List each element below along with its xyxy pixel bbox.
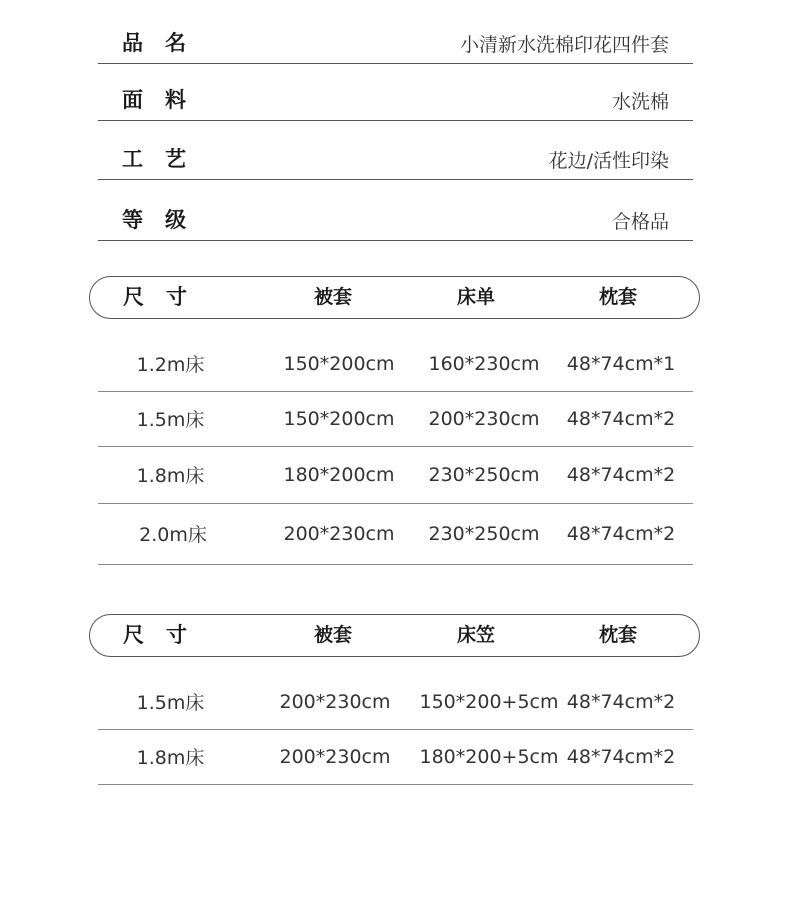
header-pillowcase: 枕套 (599, 624, 638, 646)
pillowcase-cell: 48*74cm*2 (566, 463, 676, 486)
fitted-sheet-cell: 150*200+5cm (419, 690, 559, 713)
duvet-cover-cell: 200*230cm (283, 522, 395, 545)
spec-label: 面料 (122, 88, 208, 112)
size-cell: 1.8m床 (136, 747, 205, 769)
spec-row-grade (98, 179, 693, 241)
pillowcase-cell: 48*74cm*2 (566, 522, 676, 545)
header-size: 尺寸 (123, 285, 209, 309)
table-header (89, 614, 700, 657)
table-row (98, 503, 693, 565)
pillowcase-cell: 48*74cm*1 (566, 352, 676, 375)
fitted-sheet-cell: 180*200+5cm (419, 745, 559, 768)
size-cell: 1.5m床 (136, 692, 205, 714)
duvet-cover-cell: 150*200cm (283, 407, 395, 430)
header-size: 尺寸 (123, 623, 209, 647)
pillowcase-cell: 48*74cm*2 (566, 407, 676, 430)
table-row (98, 729, 693, 785)
table-row (98, 674, 693, 730)
duvet-cover-cell: 200*230cm (279, 690, 391, 713)
pillowcase-cell: 48*74cm*2 (566, 690, 676, 713)
header-duvet-cover: 被套 (314, 286, 353, 308)
duvet-cover-cell: 180*200cm (283, 463, 395, 486)
header-fitted-sheet: 床笠 (457, 624, 496, 646)
spec-value: 花边/活性印染 (548, 150, 669, 172)
duvet-cover-cell: 150*200cm (283, 352, 395, 375)
spec-label: 品名 (122, 31, 208, 55)
spec-value: 水洗棉 (611, 91, 669, 113)
table-row (98, 446, 693, 504)
size-cell: 1.2m床 (136, 354, 205, 376)
table-row (98, 391, 693, 447)
header-sheet: 床单 (457, 286, 496, 308)
sheet-cell: 160*230cm (428, 352, 540, 375)
spec-label: 工艺 (122, 147, 208, 171)
sheet-cell: 200*230cm (428, 407, 540, 430)
spec-row-fabric (98, 63, 693, 121)
spec-row-craft (98, 120, 693, 180)
size-cell: 1.5m床 (136, 409, 205, 431)
size-cell: 1.8m床 (136, 465, 205, 487)
table-row (98, 336, 693, 392)
header-duvet-cover: 被套 (314, 624, 353, 646)
header-pillowcase: 枕套 (599, 286, 638, 308)
duvet-cover-cell: 200*230cm (279, 745, 391, 768)
spec-label: 等级 (122, 208, 208, 232)
size-cell: 2.0m床 (139, 524, 207, 546)
sheet-cell: 230*250cm (428, 463, 540, 486)
spec-row-name (98, 20, 693, 64)
sheet-cell: 230*250cm (428, 522, 540, 545)
pillowcase-cell: 48*74cm*2 (566, 745, 676, 768)
table-header (89, 276, 700, 319)
spec-value: 小清新水洗棉印花四件套 (459, 34, 669, 56)
spec-value: 合格品 (611, 211, 669, 233)
